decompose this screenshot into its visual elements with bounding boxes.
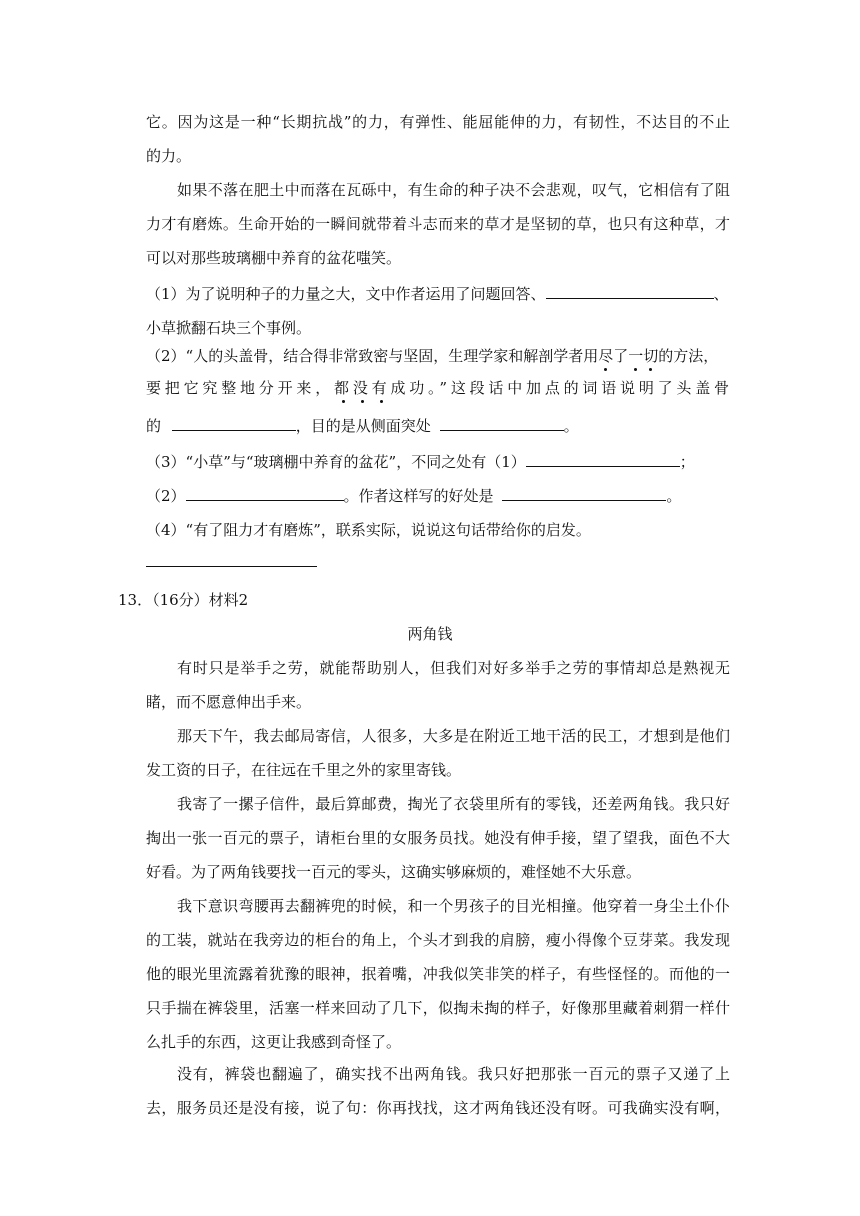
story-line: 好看。为了两角钱要找一百元的零头，这确实够麻烦的，难怪她不大乐意。	[146, 863, 642, 881]
answer-blank[interactable]	[186, 486, 344, 501]
story-line: 只手揣在裤袋里，活塞一样来回动了几下，似掏未掏的样子，好像那里藏着刺猬一样什	[146, 999, 730, 1017]
passage-line: 的力。	[146, 147, 192, 165]
dotted-char: 有	[371, 379, 391, 397]
dotted-char: 都	[334, 379, 353, 397]
story-line: 去，服务员还是没有接，说了句：你再找找，这才两角钱还没有呀。可我确实没有啊，	[146, 1099, 730, 1117]
question-4: （4）“有了阻力才有磨炼”，联系实际，说说这句话带给你的启发。	[146, 521, 591, 539]
story-line: 的工装，就站在我旁边的柜台的角上，个头才到我的肩膀，瘦小得像个豆芽菜。我发现	[146, 931, 730, 949]
answer-blank[interactable]	[172, 416, 296, 431]
story-line: 发工资的日子，在往远在千里之外的家里寄钱。	[146, 761, 462, 779]
question-1-cont: 小草掀翻石块三个事例。	[146, 319, 312, 337]
story-line: 没有，裤袋也翻遍了，确实找不出两角钱。我只好把那张一百元的票子又递了上	[177, 1065, 730, 1083]
story-line: 有时只是举手之劳，就能帮助别人，但我们对好多举手之劳的事情却总是熟视无	[177, 659, 730, 677]
story-line: 掏出一张一百元的票子，请柜台里的女服务员找。她没有伸手接，望了望我，面色不大	[146, 829, 730, 847]
passage-line: 它。因为这是一种“长期抗战”的力，有弹性、能屈能伸的力，有韧性，不达目的不止	[146, 113, 730, 131]
dotted-char: 尽	[598, 347, 614, 365]
passage-line: 可以对那些玻璃棚中养育的盆花嗤笑。	[146, 249, 402, 267]
answer-blank[interactable]	[526, 452, 680, 467]
story-line: 睹，而不愿意伸出手来。	[146, 693, 312, 711]
question-2-cont: 要把它究整地分开来，都没有成功。”这段话中加点的词语说明了头盖骨	[146, 379, 733, 397]
answer-blank[interactable]	[502, 486, 666, 501]
question-3-cont: （2） 。作者这样写的好处是 。	[146, 487, 682, 505]
story-line: 么扎手的东西，这更让我感到奇怪了。	[146, 1033, 402, 1051]
story-line: 他的眼光里流露着犹豫的眼神，抿着嘴，冲我似笑非笑的样子，有些怪怪的。而他的一	[146, 965, 730, 983]
story-line: 我寄了一摞子信件，最后算邮费，掏光了衣袋里所有的零钱，还差两角钱。我只好	[177, 795, 730, 813]
question-1: （1）为了说明种子的力量之大，文中作者运用了问题回答、 、	[146, 285, 729, 303]
story-line: 那天下午，我去邮局寄信，人很多，大多是在附近工地干活的民工，才想到是他们	[177, 727, 730, 745]
dotted-char: 切	[643, 347, 659, 365]
question-2-answers: 的 ，目的是从侧面突处 。	[146, 417, 579, 435]
question-2: （2）“人的头盖骨，结合得非常致密与坚固，生理学家和解剖学者用尽了一切的方法，	[146, 347, 719, 365]
answer-blank[interactable]	[440, 416, 564, 431]
passage-line: 如果不落在肥土中而落在瓦砾中，有生命的种子决不会悲观，叹气，它相信有了阻	[177, 181, 730, 199]
dotted-char: 一	[628, 347, 644, 365]
passage-line: 力才有磨炼。生命开始的一瞬间就带着斗志而来的草才是坚韧的草，也只有这种草，才	[146, 215, 730, 233]
story-title: 两角钱	[407, 625, 453, 643]
question-3: （3）“小草”与“玻璃棚中养育的盆花”，不同之处有（1） ；	[146, 453, 695, 471]
question-13-header: 13．（16分）材料2	[118, 591, 249, 609]
answer-blank[interactable]	[546, 284, 714, 299]
answer-line[interactable]	[146, 566, 317, 567]
story-line: 我下意识弯腰再去翻裤兜的时候，和一个男孩子的目光相撞。他穿着一身尘土仆仆	[177, 897, 730, 915]
dotted-char: 没	[352, 379, 372, 397]
